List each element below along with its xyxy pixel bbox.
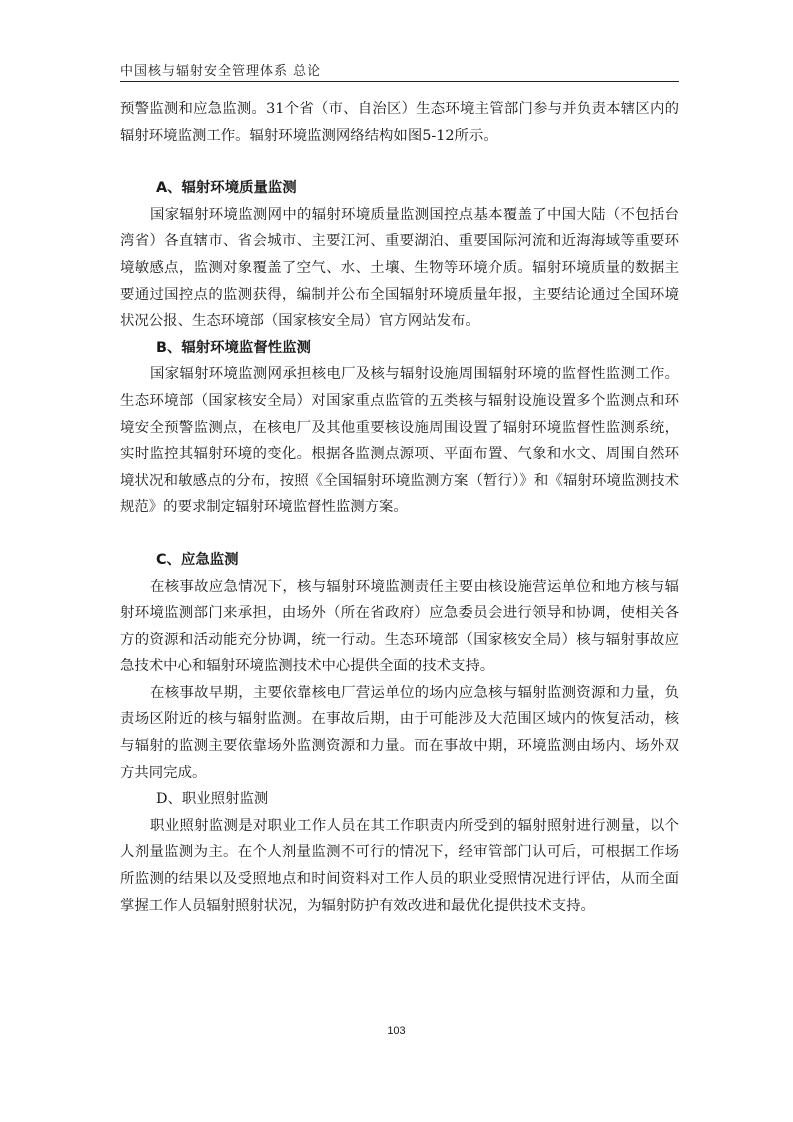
section-b-heading: B、辐射环境监督性监测 (156, 339, 311, 356)
section-a-paragraph: 国家辐射环境监测网中的辐射环境质量监测国控点基本覆盖了中国大陆（不包括台湾省）各直辖市、省会城市、主要江河、重要湖泊、重要国际河流和近海海域等重要环境敏感点，监测对象覆盖了空气、水、土壤、生物等环境介质。辐射环境质量的数据主要通过国控点的监测获得，编制并公布全国辐射环境质量年报，主要结论通过全国环境状况公报、生态环境部（国家核安全局）官方网站发布。 (120, 206, 679, 330)
section-c-heading: C、应急监测 (156, 551, 239, 568)
spacer (120, 149, 679, 175)
section-d-heading: D、职业照射监测 (156, 791, 269, 808)
header-rule (120, 81, 679, 82)
intro-paragraph: 预警监测和应急监测。31个省（市、自治区）生态环境主管部门参与并负责本辖区内的辐射环境监测工作。辐射环境监测网络结构如图5-12所示。 (120, 101, 679, 144)
spacer (120, 521, 679, 547)
running-header: 中国核与辐射安全管理体系 总论 (120, 64, 322, 79)
page-number: 103 (387, 1025, 406, 1037)
section-c-paragraph-1: 在核事故应急情况下，核与辐射环境监测责任主要由核设施营运单位和地方核与辐射环境监测部门来承担，由场外（所在省政府）应急委员会进行领导和协调，使相关各方的资源和活动能充分协调，统一行动。生态环境部（国家核安全局）核与辐射事故应急技术中心和辐射环境监测技术中心提供全面的技术支持。 (120, 578, 679, 675)
section-d-paragraph: 职业照射监测是对职业工作人员在其工作职责内所受到的辐射照射进行测量，以个人剂量监测为主。在个人剂量监测不可行的情况下，经审管部门认可后，可根据工作场所监测的结果以及受照地点和时间资料对工作人员的职业受照情况进行评估，从而全面掌握工作人员辐射照射状况，为辐射防护有效改进和最优化提供技术支持。 (120, 817, 679, 914)
body-text (120, 96, 679, 919)
section-c-paragraph-2: 在核事故早期，主要依靠核电厂营运单位的场内应急核与辐射监测资源和力量，负责场区附近的核与辐射监测。在事故后期，由于可能涉及大范围区域内的恢复活动，核与辐射的监测主要依靠场外监测资源和力量。而在事故中期，环境监测由场内、场外双方共同完成。 (120, 684, 679, 781)
section-a-heading: A、辐射环境质量监测 (156, 180, 297, 197)
section-b-paragraph: 国家辐射环境监测网承担核电厂及核与辐射设施周围辐射环境的监督性监测工作。生态环境部（国家核安全局）对国家重点监管的五类核与辐射设施设置多个监测点和环境安全预警监测点，在核电厂及其他重要核设施周围设置了辐射环境监督性监测系统，实时监控其辐射环境的变化。根据各监测点源项、平面布置、气象和水文、周围自然环境状况和敏感点的分布，按照《全国辐射环境监测方案（暂行）》和《辐射环境监测技术规范》的要求制定辐射环境监督性监测方案。 (120, 366, 679, 516)
